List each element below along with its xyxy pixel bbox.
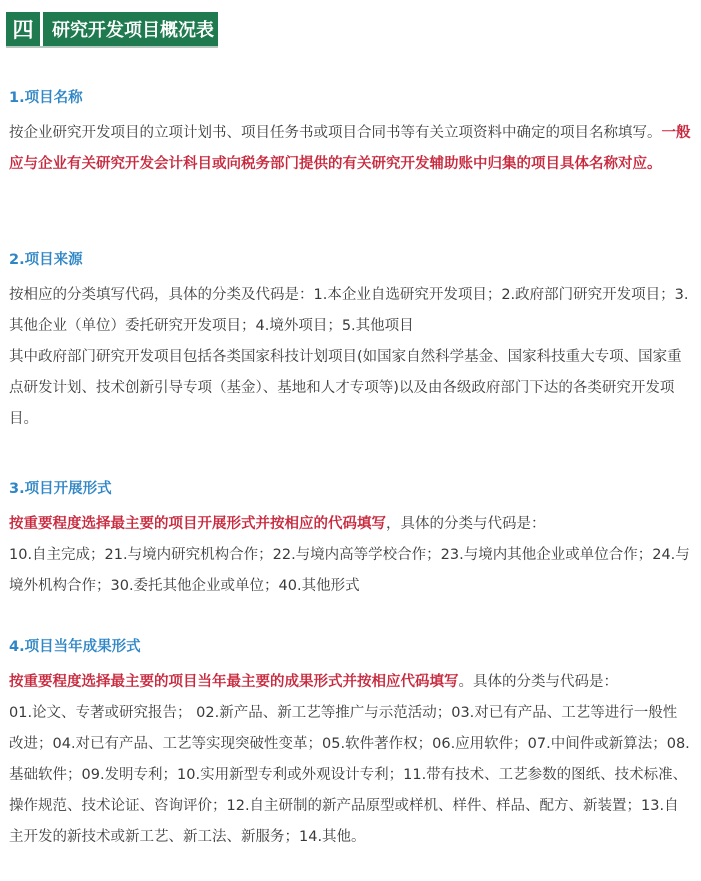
- highlight-text: 一般应与企业有关研究开发会计科目或向税务部门提供的有关研究开发辅助账中归集的项目具体名称对应。: [9, 125, 691, 172]
- section-project-name: [9, 88, 691, 180]
- paragraph: [9, 667, 691, 698]
- section-heading: 3.项目开展形式: [9, 481, 112, 497]
- paragraph: [9, 509, 691, 540]
- section-header: [6, 12, 218, 48]
- body-text: ，具体的分类与代码是：: [386, 516, 546, 532]
- section-heading: 4.项目当年成果形式: [9, 639, 141, 655]
- code-list: 10.自主完成；21.与境内研究机构合作；22.与境内高等学校合作；23.与境内其他企业或单位合作；24.与境外机构合作；30.委托其他企业或单位；40.其他形式: [9, 547, 690, 594]
- section-heading: 2.项目来源: [9, 252, 83, 268]
- paragraph: 按相应的分类填写代码，具体的分类及代码是：1.本企业自选研究开发项目；2.政府部门研究开发项目；3.其他企业（单位）委托研究开发项目；4.境外项目；5.其他项目: [9, 287, 689, 334]
- section-project-form: [9, 479, 691, 602]
- body-text: 。具体的分类与代码是：: [458, 674, 618, 690]
- section-number-badge: 四: [6, 12, 40, 46]
- section-title: 研究开发项目概况表: [43, 12, 218, 46]
- paragraph: [9, 118, 691, 180]
- code-list: 01.论文、专著或研究报告； 02.新产品、新工艺等推广与示范活动；03.对已有产品、工艺等进行一般性改进；04.对已有产品、工艺等实现突破性变革；05.软件著作权；06.应用软件；07.中间件或新算法；08.基础软件；09.发明专利；10.实用新型专利或外观设计专利；11.带有技术、工艺参数的图纸、技术标准、操作规范、技术论证、咨询评价；12.自主研制的新产品原型或样机、样件、样品、配方、新装置；13.自主开发的新技术或新工艺、新工法、新服务；14.其他。: [9, 705, 690, 845]
- section-heading: 1.项目名称: [9, 90, 83, 106]
- paragraph: 其中政府部门研究开发项目包括各类国家科技计划项目(如国家自然科学基金、国家科技重大专项、国家重点研发计划、技术创新引导专项（基金）、基地和人才专项等)以及由各级政府部门下达的各类研究开发项目。: [9, 349, 682, 427]
- section-project-source: [9, 250, 691, 435]
- section-project-results: [9, 637, 691, 853]
- body-text: 按企业研究开发项目的立项计划书、项目任务书或项目合同书等有关立项资料中确定的项目名称填写。: [9, 125, 662, 141]
- highlight-text: 按重要程度选择最主要的项目开展形式并按相应的代码填写: [9, 516, 386, 532]
- highlight-text: 按重要程度选择最主要的项目当年最主要的成果形式并按相应代码填写: [9, 674, 459, 690]
